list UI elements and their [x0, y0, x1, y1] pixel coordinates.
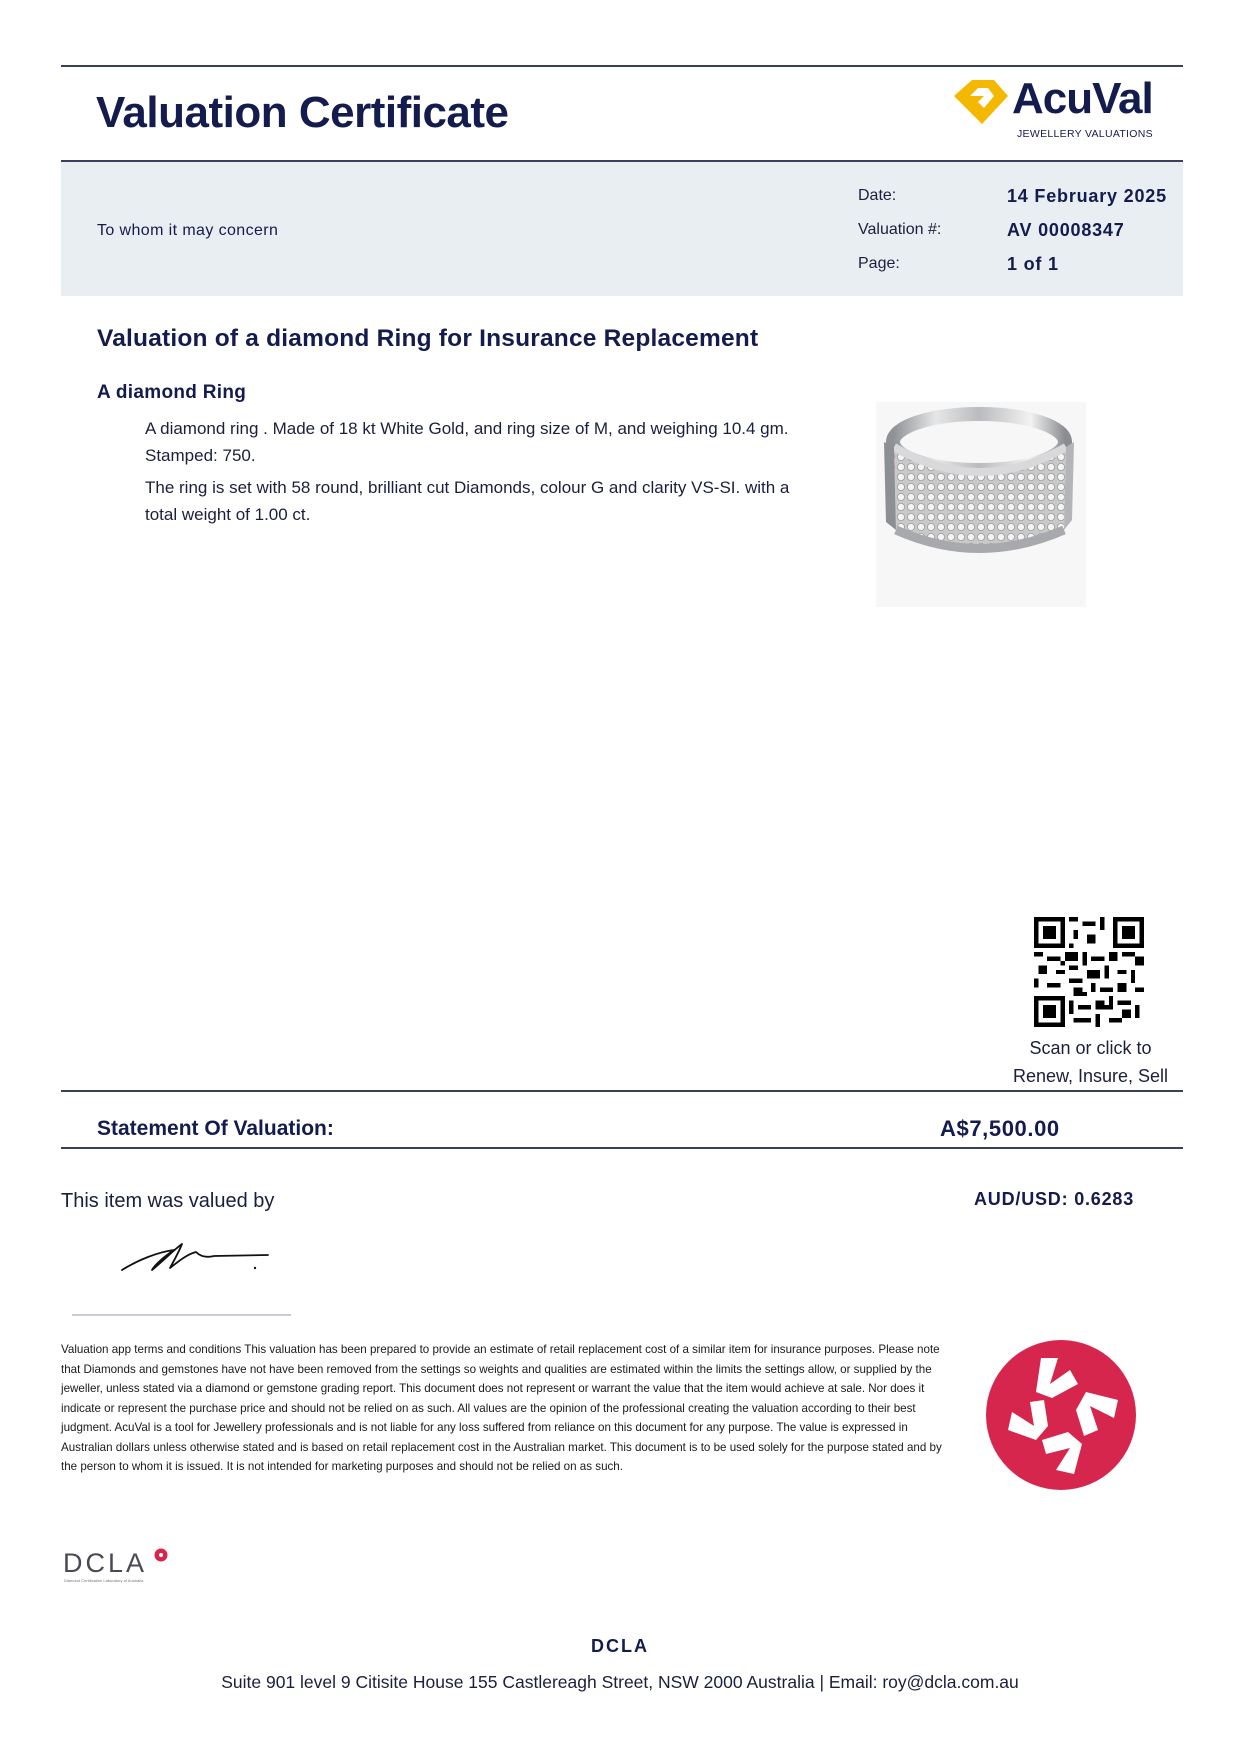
logo-tagline: JEWELLERY VALUATIONS	[1017, 128, 1153, 140]
statement-top-divider	[61, 1090, 1183, 1092]
section-title: Valuation of a diamond Ring for Insurance Replacement	[97, 325, 759, 352]
statement-bottom-divider	[61, 1147, 1183, 1149]
top-divider	[61, 65, 1183, 67]
ring-photo	[876, 402, 1086, 607]
date-label: Date:	[858, 187, 897, 204]
valued-by-text: This item was valued by	[61, 1190, 275, 1212]
qr-caption-line-1: Scan or click to	[1029, 1038, 1152, 1058]
page-title: Valuation Certificate	[96, 88, 509, 137]
item-description-2: The ring is set with 58 round, brilliant cut Diamonds, colour G and clarity VS-SI. with a total weight of 1.00 ct.	[145, 478, 790, 524]
item-description-1: A diamond ring . Made of 18 kt White Gold, and ring size of M, and weighing 10.4 gm. Stamped: 750.	[145, 419, 789, 465]
logo-wordmark: AcuVal	[1012, 74, 1153, 123]
dcla-logo	[63, 1548, 173, 1584]
exchange-rate: AUD/USD: 0.6283	[974, 1189, 1135, 1209]
signature-line	[72, 1314, 291, 1316]
qr-caption-line-2: Renew, Insure, Sell	[1012, 1066, 1169, 1086]
addressee: To whom it may concern	[97, 222, 279, 239]
page-label: Page:	[858, 255, 900, 272]
dcla-logo-tagline: Diamond Certification Laboratory of Australia	[64, 1578, 144, 1583]
item-title: A diamond Ring	[97, 382, 247, 403]
footer-address: Suite 901 level 9 Citisite House 155 Castlereagh Street, NSW 2000 Australia | Email: roy@dcla.com.au	[221, 1672, 1019, 1692]
valuation-number-value: AV 00008347	[1007, 220, 1125, 240]
valuer-signature	[118, 1238, 288, 1278]
date-value: 14 February 2025	[1007, 186, 1167, 206]
terms-and-conditions: Valuation app terms and conditions This valuation has been prepared to provide an estimate of retail replacement cost of a similar item for insurance purposes. Please note that Diamonds and gemstones have not have been removed from the settings so weights and qualities are estimated within the limits the settings allow, or supplied by the jeweller, unless stated via a diamond or gemstone grading report. This document does not represent or warrant the value that the item would achieve at sale. Nor does it indicate or represent the purchase price and should not be relied on as such. All values are the opinion of the professional creating the valuation according to their best judgment. AcuVal is a tool for Jewellery professionals and is not liable for any loss suffered from reliance on this document for any purpose. The value is expressed in Australian dollars unless otherwise stated and is based on retail replacement cost in the Australian market. This document is to be used solely for the purpose stated and by the person to whom it is issued. It is not intended for marketing purposes and should not be relied on as such.	[61, 1343, 942, 1473]
page-value: 1 of 1	[1007, 254, 1059, 274]
dcla-seal-icon	[986, 1340, 1136, 1490]
acuval-mark-icon	[950, 78, 1012, 130]
statement-label: Statement Of Valuation:	[97, 1117, 334, 1140]
acuval-logo	[950, 74, 1160, 144]
valuation-number-label: Valuation #:	[858, 221, 942, 238]
statement-value: A$7,500.00	[940, 1116, 1060, 1141]
dcla-flower-icon	[154, 1548, 168, 1562]
qr-code-icon[interactable]	[1034, 917, 1144, 1027]
footer-company: DCLA	[591, 1636, 649, 1656]
dcla-logo-text: DCLA	[63, 1548, 148, 1578]
qr-caption	[998, 1034, 1183, 1090]
